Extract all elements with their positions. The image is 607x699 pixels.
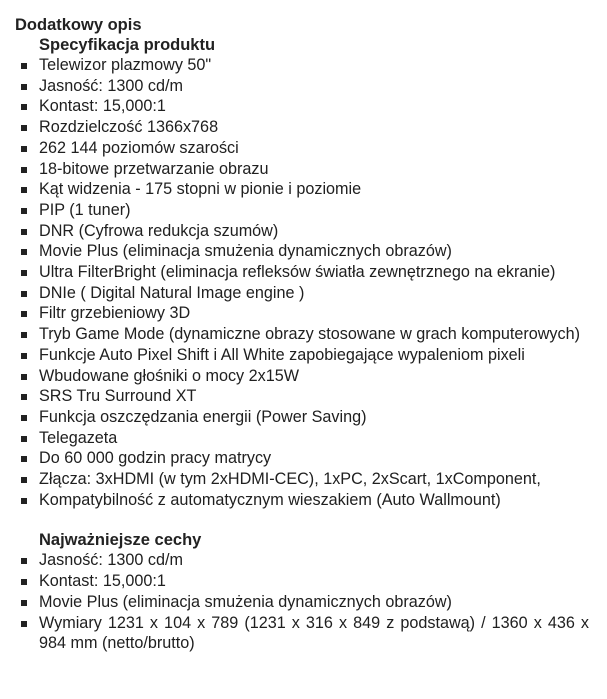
square-bullet-icon — [21, 84, 27, 90]
description-heading: Dodatkowy opis — [15, 16, 142, 34]
square-bullet-icon — [21, 374, 27, 380]
square-bullet-icon — [21, 311, 27, 317]
list-item — [15, 55, 589, 76]
list-item — [15, 221, 589, 242]
list-item — [15, 262, 589, 283]
list-item — [15, 386, 589, 407]
list-item-text: 18-bitowe przetwarzanie obrazu — [39, 159, 269, 178]
square-bullet-icon — [21, 104, 27, 110]
list-item — [15, 469, 589, 490]
square-bullet-icon — [21, 394, 27, 400]
list-item-text: Filtr grzebieniowy 3D — [39, 304, 191, 323]
list-item — [15, 76, 589, 97]
square-bullet-icon — [21, 498, 27, 504]
list-item — [15, 407, 589, 428]
list-item-text: SRS Tru Surround XT — [39, 387, 197, 406]
square-bullet-icon — [21, 249, 27, 255]
square-bullet-icon — [21, 146, 27, 152]
section-spacer — [15, 510, 589, 530]
list-item-text: Telegazeta — [39, 428, 118, 447]
list-item-text: 262 144 poziomów szarości — [39, 138, 239, 157]
list-item — [15, 303, 589, 324]
list-item — [15, 613, 589, 654]
list-item-text: Funkcje Auto Pixel Shift i All White zapobiegające wypaleniom pixeli — [39, 345, 525, 364]
list-item-text: Kąt widzenia - 175 stopni w pionie i poziomie — [39, 180, 362, 199]
list-item-text: DNIe ( Digital Natural Image engine ) — [39, 283, 305, 302]
square-bullet-icon — [21, 332, 27, 338]
square-bullet-icon — [21, 558, 27, 564]
square-bullet-icon — [21, 270, 27, 276]
list-item-text: Jasność: 1300 cd/m — [39, 76, 183, 95]
list-item — [15, 490, 589, 511]
list-item — [15, 159, 589, 180]
list-item-text: Ultra FilterBright (eliminacja refleksów światła zewnętrznego na ekranie) — [39, 263, 556, 282]
square-bullet-icon — [21, 415, 27, 421]
section-title-key-features: Najważniejsze cechy — [39, 531, 202, 550]
square-bullet-icon — [21, 456, 27, 462]
list-item — [15, 283, 589, 304]
square-bullet-icon — [21, 63, 27, 69]
square-bullet-icon — [21, 353, 27, 359]
list-item — [15, 241, 589, 262]
list-item-text: Telewizor plazmowy 50" — [39, 56, 212, 74]
list-item — [15, 592, 589, 613]
square-bullet-icon — [21, 229, 27, 235]
list-item-text: Rozdzielczość 1366x768 — [39, 118, 219, 137]
section-title-specification: Specyfikacja produktu — [39, 36, 216, 54]
square-bullet-icon — [21, 187, 27, 193]
list-item-text: Movie Plus (eliminacja smużenia dynamicznych obrazów) — [39, 242, 452, 261]
square-bullet-icon — [21, 600, 27, 606]
specification-list — [15, 55, 589, 510]
list-item-text: Złącza: 3xHDMI (w tym 2xHDMI-CEC), 1xPC, 2xScart, 1xComponent, — [39, 470, 541, 489]
list-item — [15, 200, 589, 221]
square-bullet-icon — [21, 125, 27, 131]
square-bullet-icon — [21, 167, 27, 173]
list-item — [15, 96, 589, 117]
square-bullet-icon — [21, 621, 27, 627]
list-item — [15, 345, 589, 366]
list-item-text: Kompatybilność z automatycznym wieszakiem (Auto Wallmount) — [39, 490, 501, 509]
list-item — [15, 428, 589, 449]
list-item — [15, 448, 589, 469]
list-item-text: DNR (Cyfrowa redukcja szumów) — [39, 221, 279, 240]
square-bullet-icon — [21, 477, 27, 483]
list-item — [15, 324, 589, 345]
list-item-text: Wymiary 1231 x 104 x 789 (1231 x 316 x 849 z podstawą) / 1360 x 436 x 984 mm (netto/brutto) — [39, 613, 589, 653]
list-item — [15, 571, 589, 592]
list-item-text: PIP (1 tuner) — [39, 200, 131, 219]
list-item-text: Tryb Game Mode (dynamiczne obrazy stosowane w grach komputerowych) — [39, 325, 581, 344]
list-item-text: Movie Plus (eliminacja smużenia dynamicznych obrazów) — [39, 592, 452, 611]
list-item-text: Funkcja oszczędzania energii (Power Saving) — [39, 407, 367, 426]
square-bullet-icon — [21, 291, 27, 297]
square-bullet-icon — [21, 579, 27, 585]
square-bullet-icon — [21, 436, 27, 442]
list-item — [15, 550, 589, 571]
list-item-text: Kontast: 15,000:1 — [39, 97, 166, 116]
list-item-text: Do 60 000 godzin pracy matrycy — [39, 449, 272, 468]
list-item-text: Kontast: 15,000:1 — [39, 572, 166, 591]
list-item — [15, 117, 589, 138]
key-features-list — [15, 550, 589, 654]
list-item — [15, 179, 589, 200]
list-item-text: Wbudowane głośniki o mocy 2x15W — [39, 366, 300, 385]
list-item-text: Jasność: 1300 cd/m — [39, 551, 183, 570]
square-bullet-icon — [21, 208, 27, 214]
list-item — [15, 138, 589, 159]
list-item — [15, 366, 589, 387]
